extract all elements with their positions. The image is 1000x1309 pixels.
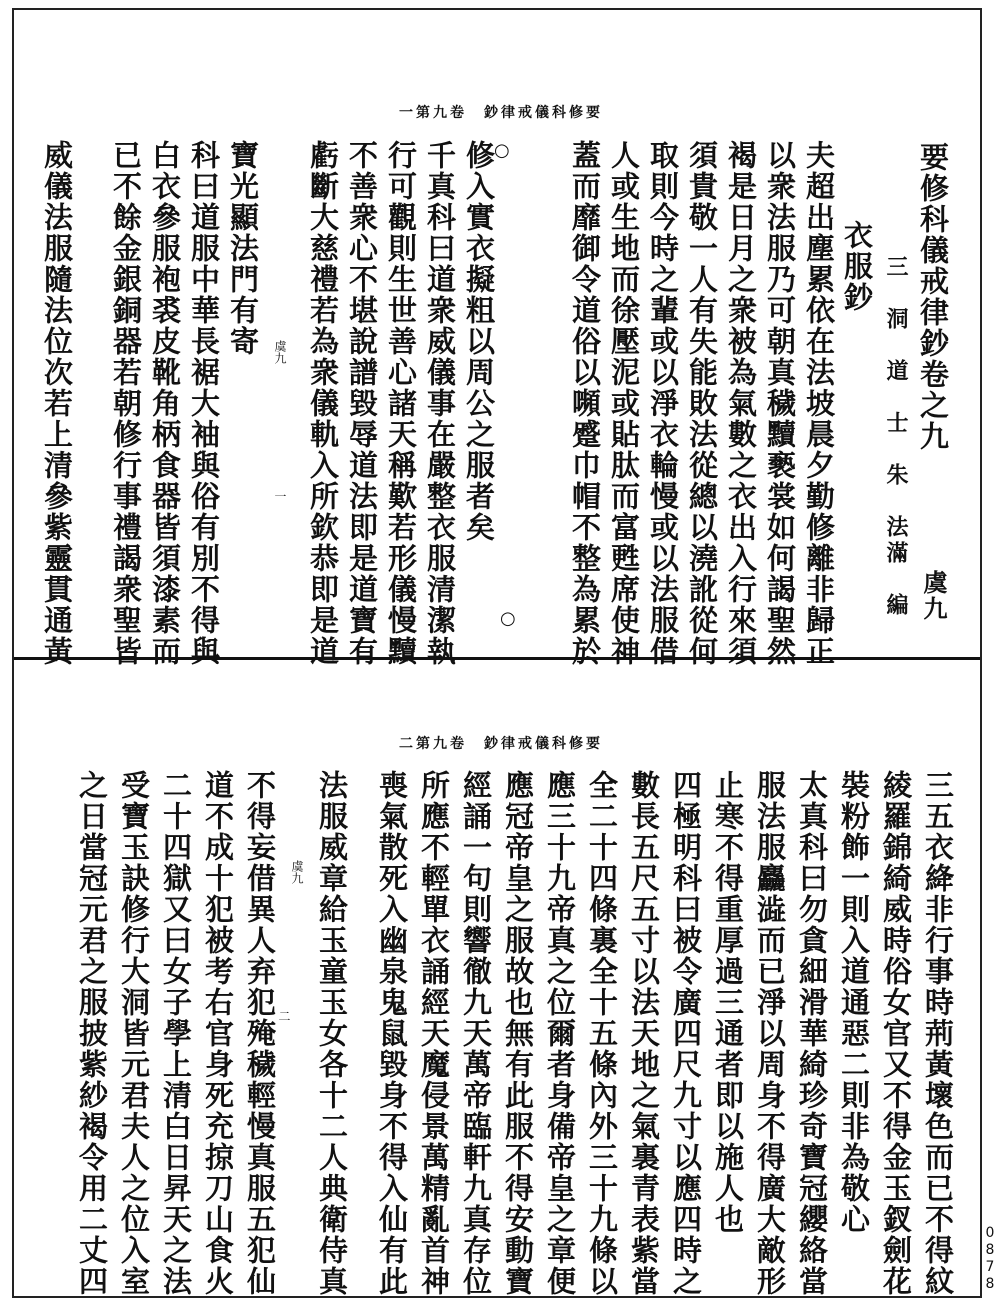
text-line-1: 夫超出塵累依在法坡晨夕勤修離非歸正 [802,140,836,667]
text-line-19: 受寶玉訣修行大洞皆元君夫人之位入室 [117,770,151,1297]
text-line-7: 蓋而靡御令道俗以嚬蹙巾帽不整為累於 [568,140,602,667]
scripture-sheet [12,8,982,1298]
text-line-15: 法服威章給玉童玉女各十二人典衛侍真 [315,770,349,1297]
text-line-9: 全二十四條裏全十五條內外三十九條以 [585,770,619,1297]
running-head-top: 一第九卷 鈔律戒儀科修要 [399,105,603,121]
running-head-bottom: 二第九卷 鈔律戒儀科修要 [399,736,603,752]
volume-mark: 虞九 [919,570,948,622]
margin-note: 虞九 [273,340,287,364]
text-line-18: 二十四獄又曰女子學上清白日昇天之法 [159,770,193,1297]
text-line-12: 虧斷大慈禮若為衆儀軌入所欽恭即是道 [306,140,340,667]
text-line-3: 裝粉飾一則入道通惡二則非為敬心 [837,770,871,1235]
text-line-12: 經誦一句則響徹九天萬帝臨軒九真存位 [459,770,493,1297]
author-line: 三 洞 道 士 朱 法滿 編 [883,255,909,619]
text-line-14: 科曰道服中華長裾大袖與俗有別不得與 [187,140,221,667]
text-line-16: 已不餘金銀銅器若朝修行事禮謁衆聖皆 [109,140,143,667]
text-line-2: 綾羅錦綺威時俗女官又不得金玉釵劍花 [879,770,913,1297]
section-heading: 衣服鈔 [840,220,874,313]
text-line-16: 不得妄借異人弃犯殗穢輕慢真服五犯仙 [243,770,277,1297]
scroll-title: 要修科儀戒律鈔卷之九 [916,142,950,452]
margin-note: 二 [277,1010,291,1022]
margin-note: 虞九 [290,860,304,884]
text-line-11: 應冠帝皇之服故也無有此服不得安動寶 [501,770,535,1297]
text-line-5: 取則今時之輩或以淨衣輪慢或以法服借 [646,140,680,667]
circle-mark: ○ [494,140,510,161]
text-line-6: 人或生地而徐壓泥或貼肽而富甦席使神 [607,140,641,667]
text-line-6: 止寒不得重厚過三通者即以施人也 [711,770,745,1235]
text-line-8: 數長五尺五寸以法天地之氣裏青表紫當 [627,770,661,1297]
text-line-14: 喪氣散死入幽泉鬼鼠毀身不得入仙有此 [375,770,409,1297]
text-line-2: 以衆法服乃可朝真穢黷褻裳如何謁聖然 [763,140,797,667]
text-line-3: 褐是日月之衆被為氣數之衣出入行來須 [724,140,758,667]
circle-mark: ○ [500,608,516,629]
text-line-17: 道不成十犯被考右官身死充掠刀山食火 [201,770,235,1297]
lower-page-panel [14,657,980,1296]
text-line-7: 四極明科曰被令廣四尺九寸以應四時之 [669,770,703,1297]
text-line-15: 白衣參服袍裘皮靴角柄食器皆須漆素而 [148,140,182,667]
text-line-17: 威儀法服隨法位次若上清參紫靈貫通黃 [40,140,74,667]
text-line-4: 太真科曰勿貪細滑華綺珍奇寶冠纓絡當 [795,770,829,1297]
page-number: 0878 [982,1225,998,1293]
text-line-10: 行可觀則生世善心諸天稱歎若形儀慢黷 [384,140,418,667]
text-line-5: 服法服麤澁而已淨以周身不得廣大敵形 [753,770,787,1297]
text-line-1: 三五衣絳非行事時荊黃壞色而已不得紋 [921,770,955,1297]
text-line-8: 修入實衣擬粗以周公之服者矣 [462,140,496,543]
text-line-10: 應三十九帝真之位爾者身備帝皇之章便 [543,770,577,1297]
text-line-13: 所應不輕單衣誦經天魔侵景萬精亂首神 [417,770,451,1297]
text-line-13: 寶光顯法門有寄 [226,140,260,357]
margin-note: 一 [273,490,287,502]
text-line-11: 不善衆心不堪說譜毀辱道法即是道寶有 [345,140,379,667]
text-line-20: 之日當冠元君之服披紫紗褐令用二丈四 [75,770,109,1297]
upper-page-panel [14,10,980,667]
text-line-4: 須貴敬一人有失能敗法從總以澆訛從何 [685,140,719,667]
text-line-9: 千真科曰道衆威儀事在嚴整衣服清潔執 [423,140,457,667]
